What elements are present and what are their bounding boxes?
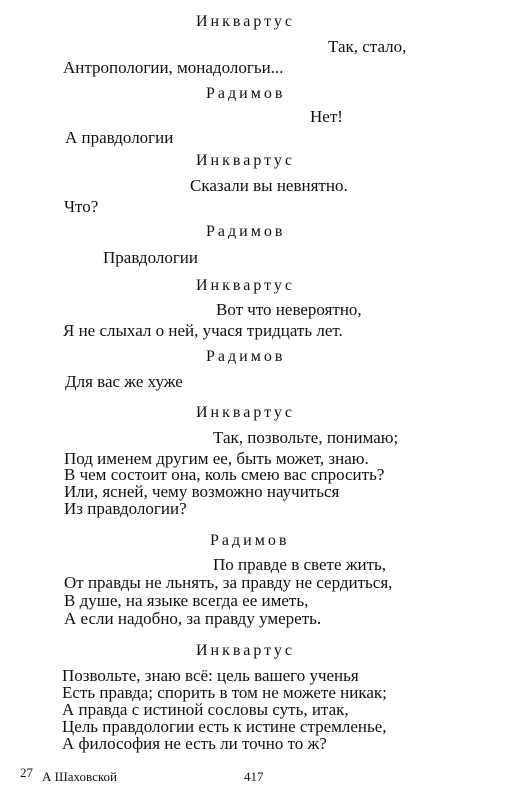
signature-author: А Шаховской bbox=[42, 769, 117, 784]
verse-line: Для вас же хуже bbox=[65, 372, 183, 391]
verse-line: Нет! bbox=[310, 107, 343, 126]
speaker-name: Инквартус bbox=[196, 277, 296, 294]
verse-line: Есть правда; спорить в том не можете никак; bbox=[62, 683, 387, 702]
speaker-name: Радимов bbox=[210, 532, 290, 549]
verse-line: Или, ясней, чему возможно научиться bbox=[64, 482, 340, 501]
speaker-name: Инквартус bbox=[196, 642, 296, 659]
verse-line: Что? bbox=[64, 197, 99, 216]
verse-line: Из правдологии? bbox=[64, 499, 187, 518]
verse-line: А если надобно, за правду умереть. bbox=[64, 609, 322, 628]
speaker-name: Радимов bbox=[206, 348, 286, 365]
page-number: 417 bbox=[244, 769, 264, 784]
verse-line: Цель правдологии есть к истине стремленье, bbox=[62, 717, 387, 736]
verse-line: По правде в свете жить, bbox=[213, 555, 387, 574]
verse-line: В чем состоит она, коль смею вас спросить? bbox=[64, 465, 385, 484]
verse-line: Сказали вы невнятно. bbox=[190, 176, 348, 195]
speaker-name: Инквартус bbox=[196, 13, 296, 30]
verse-line: А правдологии bbox=[65, 128, 174, 147]
speaker-name: Инквартус bbox=[196, 152, 296, 169]
verse-line: Позвольте, знаю всё: цель вашего ученья bbox=[62, 666, 359, 685]
signature-number: 27 bbox=[20, 765, 33, 780]
verse-line: В душе, на языке всегда ее иметь, bbox=[64, 591, 309, 610]
verse-line: Под именем другим ее, быть может, знаю. bbox=[64, 449, 369, 468]
speaker-name: Радимов bbox=[206, 85, 286, 102]
speaker-name: Инквартус bbox=[196, 404, 296, 421]
verse-line: Я не слыхал о ней, учася тридцать лет. bbox=[63, 321, 343, 340]
verse-line: А философия не есть ли точно то ж? bbox=[62, 734, 327, 753]
verse-line: Так, стало, bbox=[328, 37, 407, 56]
verse-line: Антропологии, монадологьи... bbox=[63, 58, 284, 77]
verse-line: Правдологии bbox=[103, 248, 199, 267]
verse-line: От правды не льнять, за правду не сердиться, bbox=[64, 573, 393, 592]
verse-line: А правда с истиной сословы суть, итак, bbox=[62, 700, 349, 719]
speaker-name: Радимов bbox=[206, 223, 286, 240]
verse-line: Так, позвольте, понимаю; bbox=[213, 428, 399, 447]
verse-line: Вот что невероятно, bbox=[216, 300, 362, 319]
